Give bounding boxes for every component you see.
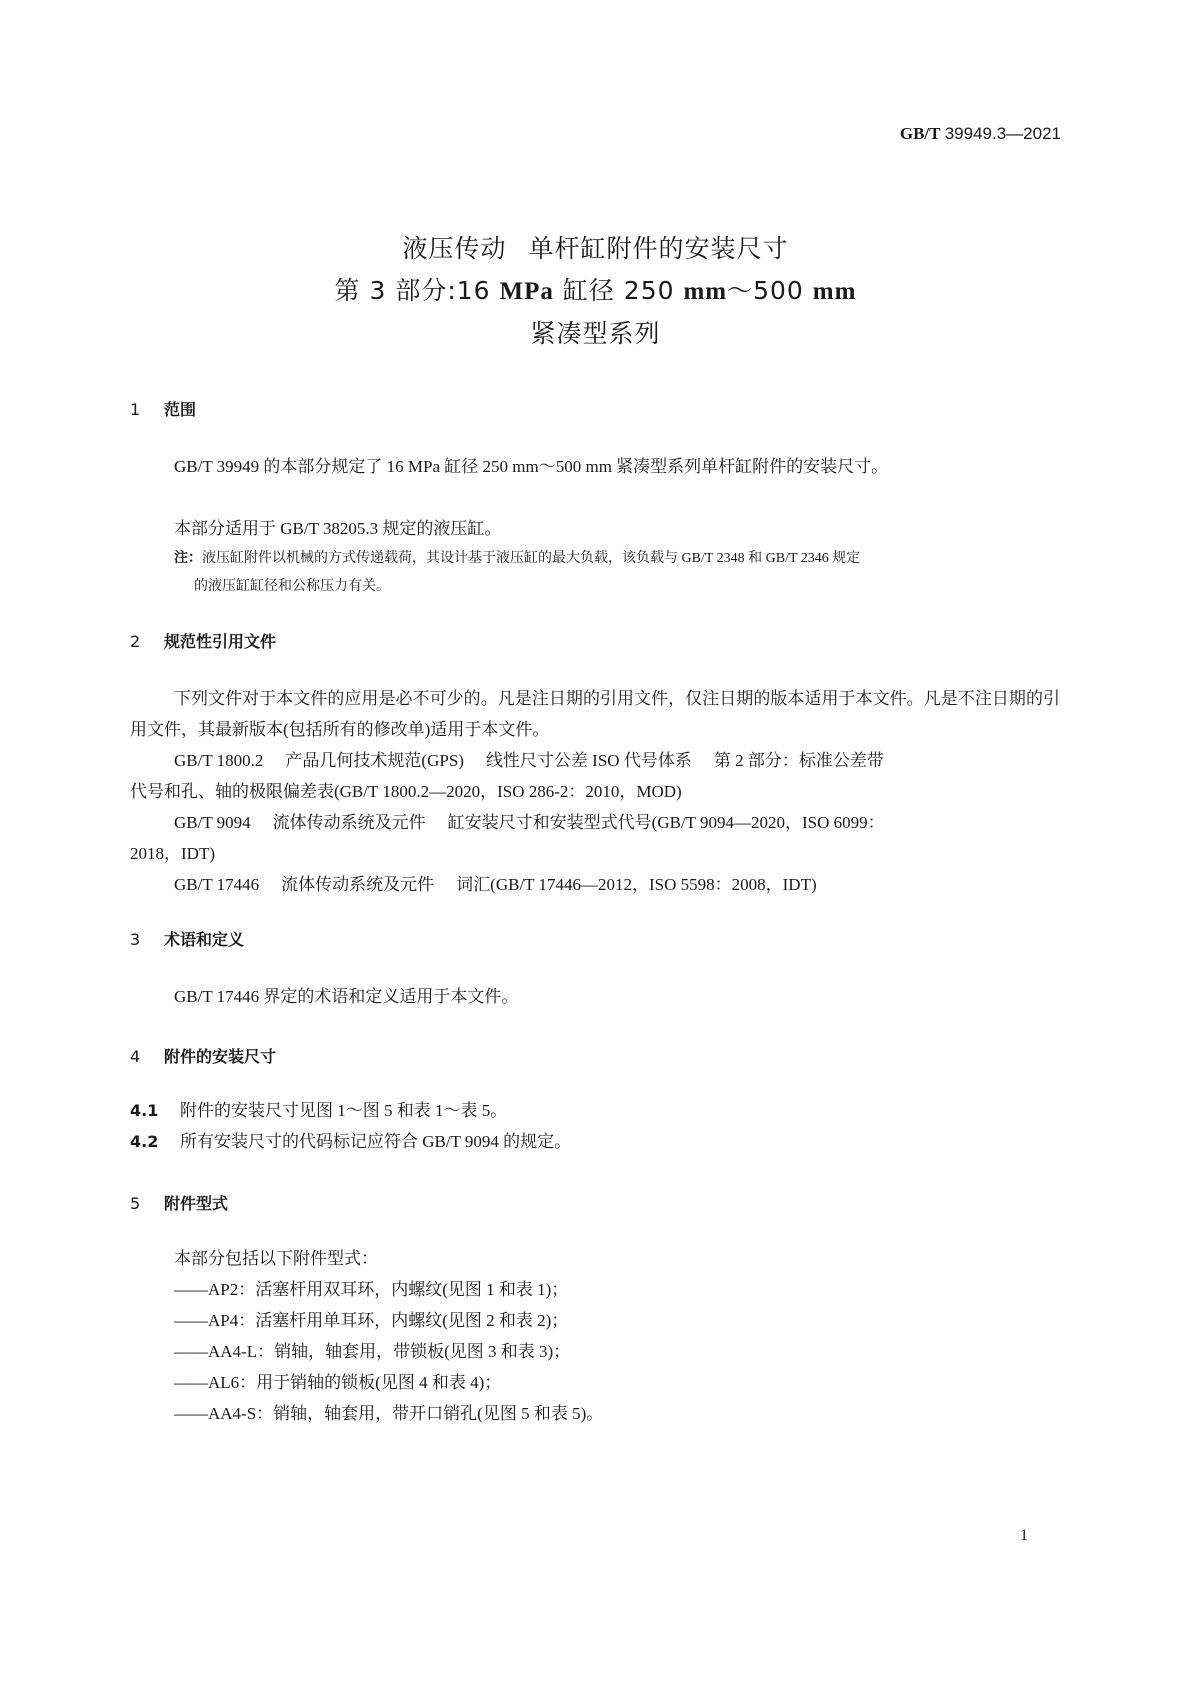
section-1-paragraph-2: 本部分适用于 GB/T 38205.3 规定的液压缸。 bbox=[174, 519, 502, 538]
subclause-number: 4.2 bbox=[130, 1132, 159, 1151]
title-line-1 bbox=[0, 228, 1191, 270]
section-title: 附件型式 bbox=[164, 1194, 229, 1213]
title-line-2 bbox=[0, 270, 1191, 313]
reference-title-c: 第 2 部分：标准公差带 bbox=[713, 751, 884, 770]
reference-2-continuation: 2018，IDT) bbox=[130, 844, 215, 863]
list-item-aa4-s: ——AA4-S：销轴，轴套用，带开口销孔(见图 5 和表 5)。 bbox=[174, 1404, 604, 1423]
title-line-1-a: 液压传动 bbox=[402, 234, 507, 263]
section-3-paragraph-1: GB/T 17446 界定的术语和定义适用于本文件。 bbox=[174, 987, 519, 1006]
title-line-2-b: 缸径 250 bbox=[553, 276, 684, 305]
reference-title-b: 词汇(GB/T 17446—2012，ISO 5598：2008，IDT) bbox=[456, 875, 817, 894]
title-line-2-c: ～500 bbox=[727, 276, 813, 305]
reference-3 bbox=[130, 869, 1104, 900]
list-item-ap2: ——AP2：活塞杆用双耳环，内螺纹(见图 1 和表 1)； bbox=[174, 1280, 569, 1299]
section-title: 附件的安装尺寸 bbox=[164, 1047, 277, 1066]
reference-title-a: 流体传动系统及元件 bbox=[281, 875, 435, 894]
title-unit-mm-2: mm bbox=[812, 278, 857, 305]
list-item-ap4: ——AP4：活塞杆用单耳环，内螺纹(见图 2 和表 2)； bbox=[174, 1311, 569, 1330]
subclause-4-1 bbox=[130, 1095, 507, 1126]
section-5-heading bbox=[130, 1191, 228, 1214]
title-line-3: 紧凑型系列 bbox=[530, 319, 661, 348]
reference-title-a: 流体传动系统及元件 bbox=[272, 813, 426, 832]
reference-1 bbox=[130, 745, 1104, 776]
section-number: 1 bbox=[130, 400, 141, 419]
section-2-heading bbox=[130, 629, 276, 652]
document-number bbox=[900, 124, 1061, 144]
reference-2 bbox=[130, 807, 1104, 838]
section-2-paragraph-1: 下列文件对于本文件的应用是必不可少的。凡是注日期的引用文件，仅注日期的版本适用于本文件。凡是不注日期的引用文件，其最新版本(包括所有的修改单)适用于本文件。 bbox=[130, 689, 1060, 739]
doc-number-value: 39949.3—2021 bbox=[944, 124, 1061, 143]
section-5-intro: 本部分包括以下附件型式： bbox=[174, 1249, 378, 1268]
section-1-note bbox=[174, 544, 1064, 601]
reference-1-continuation: 代号和孔、轴的极限偏差表(GB/T 1800.2—2020，ISO 286-2：2010，MOD) bbox=[130, 782, 682, 801]
section-1-heading bbox=[130, 397, 196, 420]
section-4-heading bbox=[130, 1044, 276, 1067]
section-title: 规范性引用文件 bbox=[164, 632, 277, 651]
subclause-4-2 bbox=[130, 1126, 571, 1157]
section-3-heading bbox=[130, 927, 244, 950]
title-unit-mpa: MPa bbox=[499, 278, 554, 305]
subclause-text: 附件的安装尺寸见图 1～图 5 和表 1～表 5。 bbox=[180, 1101, 508, 1120]
note-line-1: 液压缸附件以机械的方式传递载荷，其设计基于液压缸的最大负载，该负载与 GB/T 2348 和 GB/T 2346 规定 bbox=[202, 551, 861, 566]
title-unit-mm-1: mm bbox=[683, 278, 728, 305]
list-item-al6: ——AL6：用于销轴的锁板(见图 4 和表 4)； bbox=[174, 1373, 502, 1392]
reference-code: GB/T 9094 bbox=[174, 813, 251, 832]
section-title: 术语和定义 bbox=[164, 930, 245, 949]
section-1-paragraph-1: GB/T 39949 的本部分规定了 16 MPa 缸径 250 mm～500 mm 紧凑型系列单杆缸附件的安装尺寸。 bbox=[174, 457, 889, 476]
reference-title-b: 缸安装尺寸和安装型式代号(GB/T 9094—2020，ISO 6099： bbox=[447, 813, 885, 832]
section-number: 5 bbox=[130, 1194, 141, 1213]
page-number: 1 bbox=[1020, 1527, 1028, 1544]
title-line-2-a: 第 3 部分:16 bbox=[334, 276, 500, 305]
doc-prefix: GB/T bbox=[899, 124, 941, 143]
note-line-2: 的液压缸缸径和公称压力有关。 bbox=[194, 579, 390, 594]
reference-title-a: 产品几何技术规范(GPS) bbox=[285, 751, 464, 770]
reference-code: GB/T 1800.2 bbox=[174, 751, 264, 770]
subclause-text: 所有安装尺寸的代码标记应符合 GB/T 9094 的规定。 bbox=[180, 1132, 572, 1151]
document-title bbox=[0, 228, 1191, 355]
subclause-number: 4.1 bbox=[130, 1101, 159, 1120]
section-number: 2 bbox=[130, 632, 141, 651]
section-title: 范围 bbox=[164, 400, 197, 419]
note-label: 注： bbox=[174, 550, 202, 566]
list-item-aa4-l: ——AA4-L：销轴，轴套用，带锁板(见图 3 和表 3)； bbox=[174, 1342, 571, 1361]
section-number: 3 bbox=[130, 930, 141, 949]
reference-title-b: 线性尺寸公差 ISO 代号体系 bbox=[485, 751, 692, 770]
section-number: 4 bbox=[130, 1047, 141, 1066]
title-line-1-b: 单杆缸附件的安装尺寸 bbox=[528, 234, 789, 263]
reference-code: GB/T 17446 bbox=[174, 875, 260, 894]
